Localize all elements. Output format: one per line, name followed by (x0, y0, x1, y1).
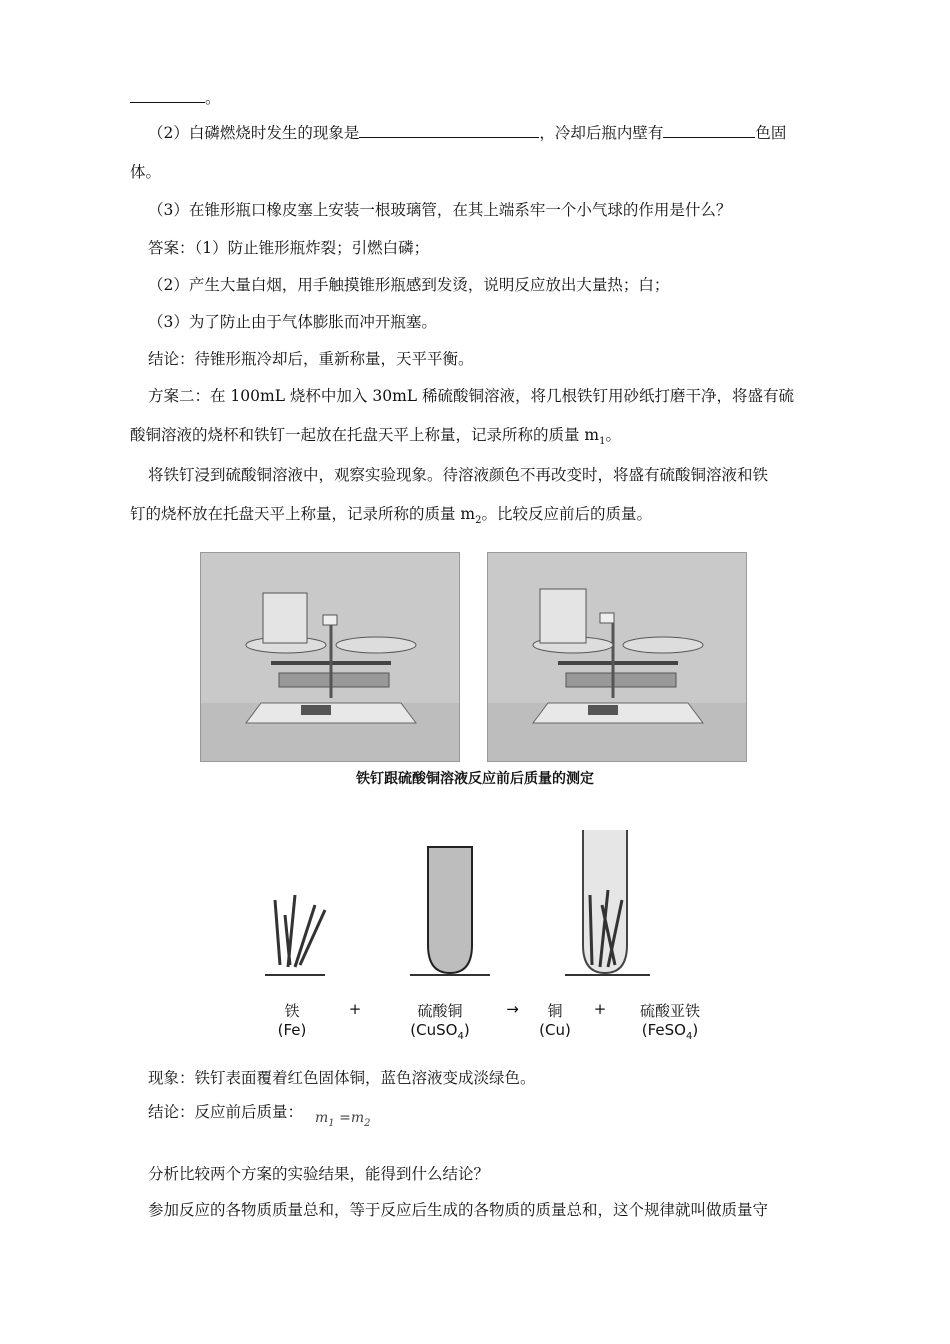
eq-formula: (Cu) (539, 1021, 571, 1039)
answer-line: 答案：（1）防止锥形瓶炸裂；引燃白磷； (148, 239, 430, 257)
text-span: 钉的烧杯放在托盘天平上称量，记录所称的质量 m (130, 505, 476, 523)
eq-name: 铜 (547, 1002, 563, 1020)
question-2 (148, 121, 786, 143)
math-var: m (315, 1110, 329, 1126)
procedure-line: 将铁钉浸到硫酸铜溶液中，观察实验现象。待溶液颜色不再改变时，将盛有硫酸铜溶液和铁 (148, 466, 769, 484)
subscript: 2 (364, 1117, 371, 1129)
answer-line: （3）为了防止由于气体膨胀而冲开瓶塞。 (148, 313, 437, 331)
eq-arrow: → (506, 1000, 519, 1018)
answer-blank (130, 88, 205, 103)
iron-nails-icon (265, 895, 325, 975)
formula-text: ) (463, 1021, 470, 1039)
question-text: （2）白磷燃烧时发生的现象是 (148, 124, 360, 142)
formula-text: ) (692, 1021, 699, 1039)
eq-name: 硫酸铜 (417, 1002, 463, 1020)
text-line (130, 86, 221, 108)
text-line: 体。 (130, 163, 162, 181)
figure-caption: 铁钉跟硫酸铜溶液反应前后质量的测定 (356, 771, 594, 787)
subscript: 1 (328, 1117, 335, 1129)
copper-sulfate-tube-icon (410, 847, 490, 975)
text-span: 。 (605, 426, 622, 444)
procedure-line (130, 502, 652, 526)
eq-iron (262, 1000, 322, 1039)
eq-copper (530, 1000, 580, 1039)
conclusion-line: 结论：待锥形瓶冷却后，重新称量，天平平衡。 (148, 350, 474, 368)
balance-photo-before (200, 552, 460, 762)
balance-photo-after (487, 552, 747, 762)
text-span: 。比较反应前后的质量。 (481, 505, 653, 523)
punctuation: 。 (205, 89, 221, 107)
reaction-illustration (250, 825, 720, 985)
subscript: 2 (475, 515, 482, 527)
eq-name: 硫酸亚铁 (639, 1002, 700, 1020)
question-text: ，冷却后瓶内壁有 (539, 124, 664, 142)
eq-plus: + (593, 1000, 607, 1018)
eq-copper-sulfate (400, 1000, 480, 1042)
balance-illustration (488, 553, 746, 761)
answer-line: （2）产生大量白烟，用手触摸锥形瓶感到发烫，说明反应放出大量热；白； (148, 276, 670, 294)
observation-line: 现象：铁钉表面覆着红色固体铜，蓝色溶液变成淡绿色。 (148, 1069, 536, 1087)
text-span: 酸铜溶液的烧杯和铁钉一起放在托盘天平上称量，记录所称的质量 m (130, 426, 600, 444)
math-op: = (339, 1110, 351, 1126)
eq-formula (400, 1021, 480, 1042)
plan-two-line (130, 423, 621, 447)
subscript: 1 (599, 436, 606, 448)
eq-formula (620, 1021, 720, 1042)
eq-name: 铁 (284, 1002, 300, 1020)
law-line: 参加反应的各物质质量总和，等于反应后生成的各物质的质量总和，这个规律就叫做质量守 (148, 1201, 769, 1219)
conclusion-line: 结论：反应前后质量： (148, 1103, 304, 1121)
eq-ferrous-sulfate (620, 1000, 720, 1042)
subscript: 4 (685, 1031, 693, 1042)
plan-two-line: 方案二：在 100mL 烧杯中加入 30mL 稀硫酸铜溶液，将几根铁钉用砂纸打磨干净，将盛有硫 (148, 387, 794, 405)
balance-illustration (201, 553, 459, 761)
eq-plus: + (348, 1000, 362, 1018)
eq-formula: (Fe) (277, 1021, 307, 1039)
question-line: 分析比较两个方案的实验结果，能得到什么结论？ (148, 1165, 490, 1183)
mass-equation (315, 1110, 371, 1129)
math-var: m (350, 1110, 365, 1126)
question-3: （3）在锥形瓶口橡皮塞上安装一根玻璃管，在其上端系牢一个小气球的作用是什么？ (148, 201, 732, 219)
formula-text: (CuSO (410, 1021, 458, 1039)
answer-blank (663, 123, 755, 138)
formula-text: (FeSO (641, 1021, 686, 1039)
question-text: 色固 (755, 124, 787, 142)
answer-blank (359, 123, 539, 138)
nails-in-tube-icon (565, 830, 650, 975)
subscript: 4 (457, 1031, 464, 1042)
